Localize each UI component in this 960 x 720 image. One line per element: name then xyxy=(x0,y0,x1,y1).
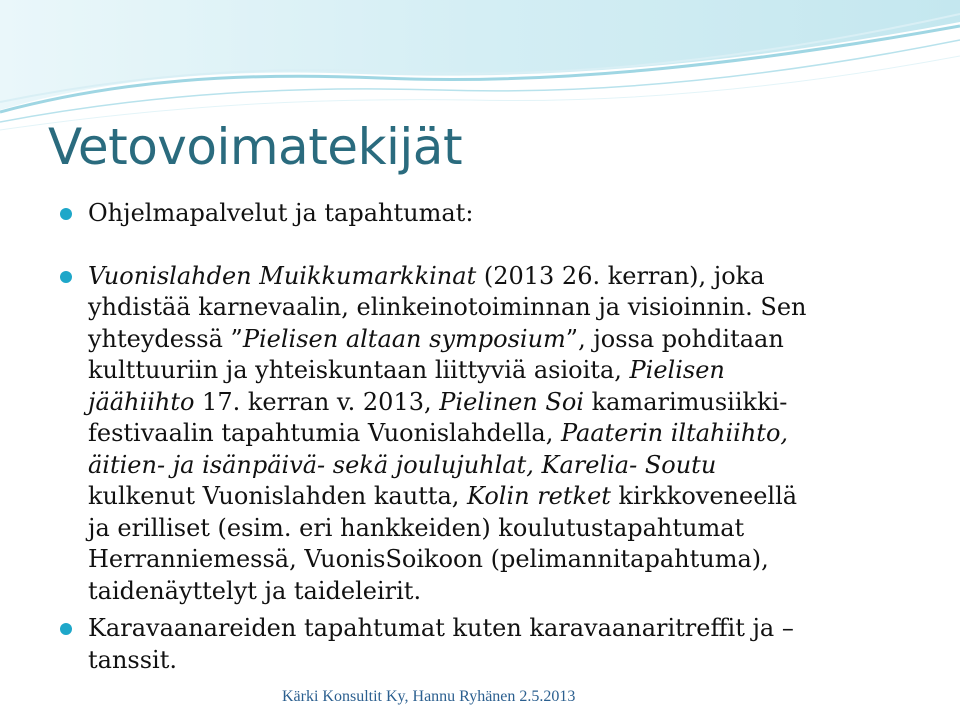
text-run: 17. kerran v. 2013, xyxy=(194,387,440,416)
text-run: kamarimusiikki- xyxy=(583,387,788,416)
text-run: yhteydessä ” xyxy=(88,324,243,353)
bullet-line: äitien- ja isänpäivä- sekä joulujuhlat, Karelia- Soutu xyxy=(88,450,717,479)
text-run: (2013 26. kerran), joka xyxy=(476,261,765,290)
bullet-dot-icon xyxy=(60,623,72,635)
text-run: festivaalin tapahtumia Vuonislahdella, xyxy=(88,419,561,447)
bullet-line xyxy=(88,418,940,450)
event-name: jäähiihto xyxy=(88,387,195,416)
bullet-item-vuonislahden xyxy=(60,261,940,608)
slide-body xyxy=(60,198,940,676)
text-run: ”, jossa pohditaan xyxy=(565,324,784,353)
slide-footer: Kärki Konsultit Ky, Hannu Ryhänen 2.5.2013 xyxy=(282,688,576,705)
text-run: kulttuuriin ja yhteiskuntaan liittyviä asioita, xyxy=(88,356,630,384)
bullet-item-ohjelmapalvelut xyxy=(60,198,940,230)
event-name: Vuonislahden Muikkumarkkinat xyxy=(88,261,477,290)
bullet-line: Herranniemessä, VuonisSoikoon (pelimannitapahtuma), xyxy=(88,545,769,573)
bullet-line: taidenäyttelyt ja taideleirit. xyxy=(88,576,422,605)
bullet-text-suffix: : xyxy=(465,199,474,227)
bullet-line: Karavaanareiden tapahtumat kuten karavaanaritreffit ja – xyxy=(88,614,794,642)
bullet-line: tanssit. xyxy=(88,645,177,674)
bullet-line: ja erilliset (esim. eri hankkeiden) koulutustapahtumat xyxy=(88,513,745,542)
bullet-item-karavaanareiden xyxy=(60,613,940,676)
bullet-text: Ohjelmapalvelut ja tapahtumat xyxy=(88,199,466,227)
event-name: Pielisen xyxy=(629,356,725,384)
bullet-line: yhdistää karnevaalin, elinkeinotoiminnan ja visioinnin. Sen xyxy=(88,293,807,321)
bullet-line xyxy=(88,481,940,513)
text-run: kulkenut Vuonislahden kautta, xyxy=(88,482,468,510)
bullet-line xyxy=(88,261,940,293)
event-name: Pielinen Soi xyxy=(439,387,584,416)
event-name: Pielisen altaan symposium xyxy=(242,324,566,353)
bullet-dot-icon xyxy=(60,208,72,220)
bullet-dot-icon xyxy=(60,271,72,283)
event-name: Kolin retket xyxy=(467,482,611,510)
bullet-line xyxy=(88,324,940,356)
text-run: kirkkoveneellä xyxy=(610,482,798,510)
bullet-line xyxy=(88,387,940,419)
slide-title: Vetovoimatekijät xyxy=(48,118,463,176)
event-name: Paaterin iltahiihto, xyxy=(560,419,789,447)
bullet-line xyxy=(88,355,940,387)
